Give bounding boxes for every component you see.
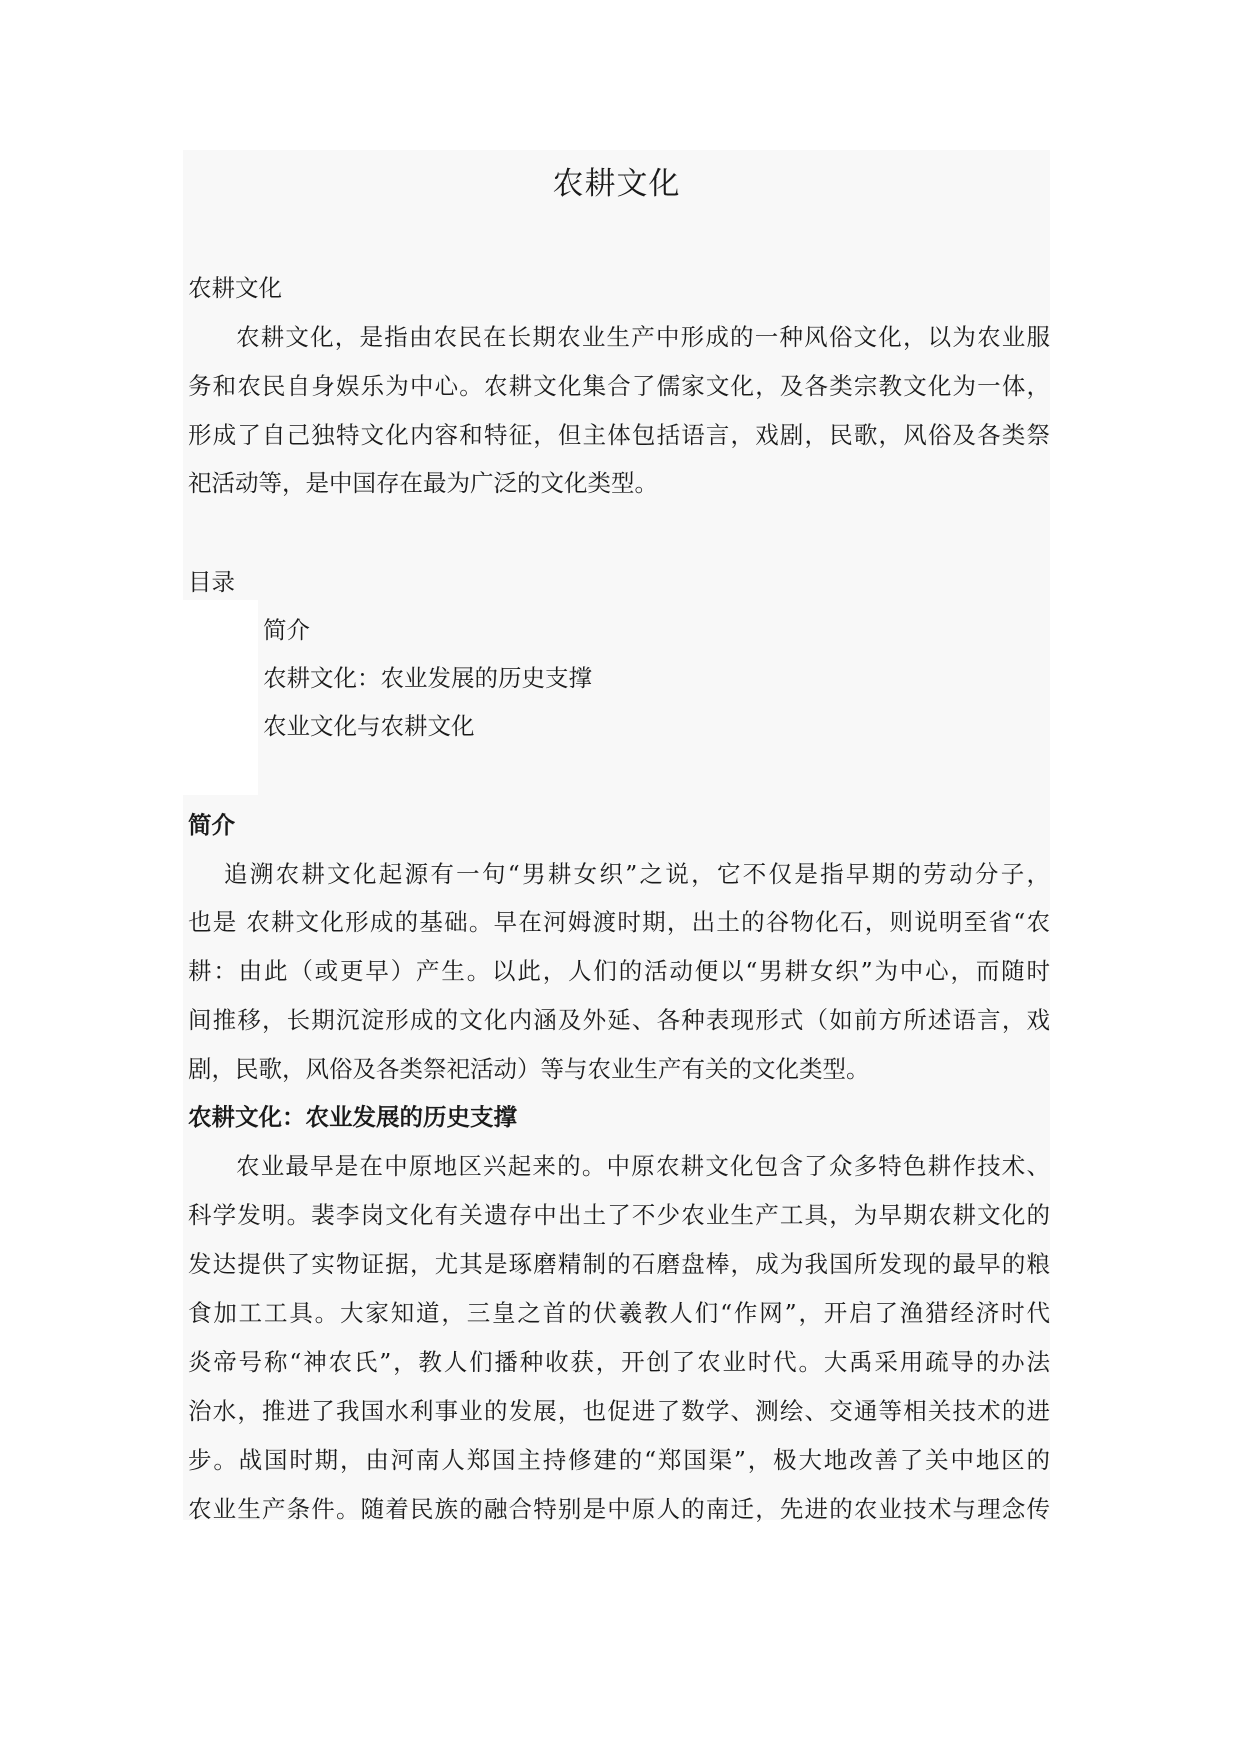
intro-line: 务和农民自身娱乐为中心。农耕文化集合了儒家文化，及各类宗教文化为一体， bbox=[188, 372, 1050, 400]
intro-line: 农耕文化，是指由农民在长期农业生产中形成的一种风俗文化，以为农业服 bbox=[236, 323, 1050, 351]
section2-line: 炎帝号称“神农氏”，教人们播种收获，开创了农业时代。大禹采用疏导的办法 bbox=[188, 1348, 1050, 1376]
intro-line: 形成了自己独特文化内容和特征，但主体包括语言，戏剧，民歌，风俗及各类祭 bbox=[188, 421, 1050, 449]
section2-line: 治水，推进了我国水利事业的发展，也促进了数学、测绘、交通等相关技术的进 bbox=[188, 1397, 1050, 1425]
toc-item-history[interactable]: 农耕文化：农业发展的历史支撑 bbox=[263, 664, 592, 692]
toc-indent-panel bbox=[183, 600, 258, 795]
toc-item-intro[interactable]: 简介 bbox=[263, 616, 310, 644]
section1-line: 也是 农耕文化形成的基础。早在河姆渡时期，出土的谷物化石，则说明至省“农 bbox=[188, 908, 1050, 936]
section1-line: 耕：由此（或更早）产生。以此，人们的活动便以“男耕女织”为中心，而随时 bbox=[188, 957, 1050, 985]
toc-item-agriculture[interactable]: 农业文化与农耕文化 bbox=[263, 712, 475, 740]
intro-line: 祀活动等，是中国存在最为广泛的文化类型。 bbox=[188, 469, 658, 497]
section2-line: 农业生产条件。随着民族的融合特别是中原人的南迁，先进的农业技术与理念传 bbox=[188, 1495, 1050, 1523]
section-heading-intro: 简介 bbox=[188, 811, 235, 839]
section2-line: 食加工工具。大家知道，三皇之首的伏羲教人们“作网”，开启了渔猎经济时代 bbox=[188, 1299, 1050, 1327]
section2-line: 农业最早是在中原地区兴起来的。中原农耕文化包含了众多特色耕作技术、 bbox=[236, 1152, 1050, 1180]
section1-line: 追溯农耕文化起源有一句“男耕女织”之说，它不仅是指早期的劳动分子， bbox=[224, 860, 1050, 888]
toc-heading: 目录 bbox=[188, 568, 235, 596]
page-title: 农耕文化 bbox=[552, 166, 681, 202]
section-heading-history: 农耕文化：农业发展的历史支撑 bbox=[188, 1103, 517, 1131]
section2-line: 步。战国时期，由河南人郑国主持修建的“郑国渠”，极大地改善了关中地区的 bbox=[188, 1446, 1050, 1474]
subtitle: 农耕文化 bbox=[188, 274, 282, 302]
section2-line: 科学发明。裴李岗文化有关遗存中出土了不少农业生产工具，为早期农耕文化的 bbox=[188, 1201, 1050, 1229]
section1-line: 间推移，长期沉淀形成的文化内涵及外延、各种表现形式（如前方所述语言，戏 bbox=[188, 1006, 1050, 1034]
section2-line: 发达提供了实物证据，尤其是琢磨精制的石磨盘棒，成为我国所发现的最早的粮 bbox=[188, 1250, 1050, 1278]
section1-line: 剧，民歌，风俗及各类祭祀活动）等与农业生产有关的文化类型。 bbox=[188, 1055, 870, 1083]
